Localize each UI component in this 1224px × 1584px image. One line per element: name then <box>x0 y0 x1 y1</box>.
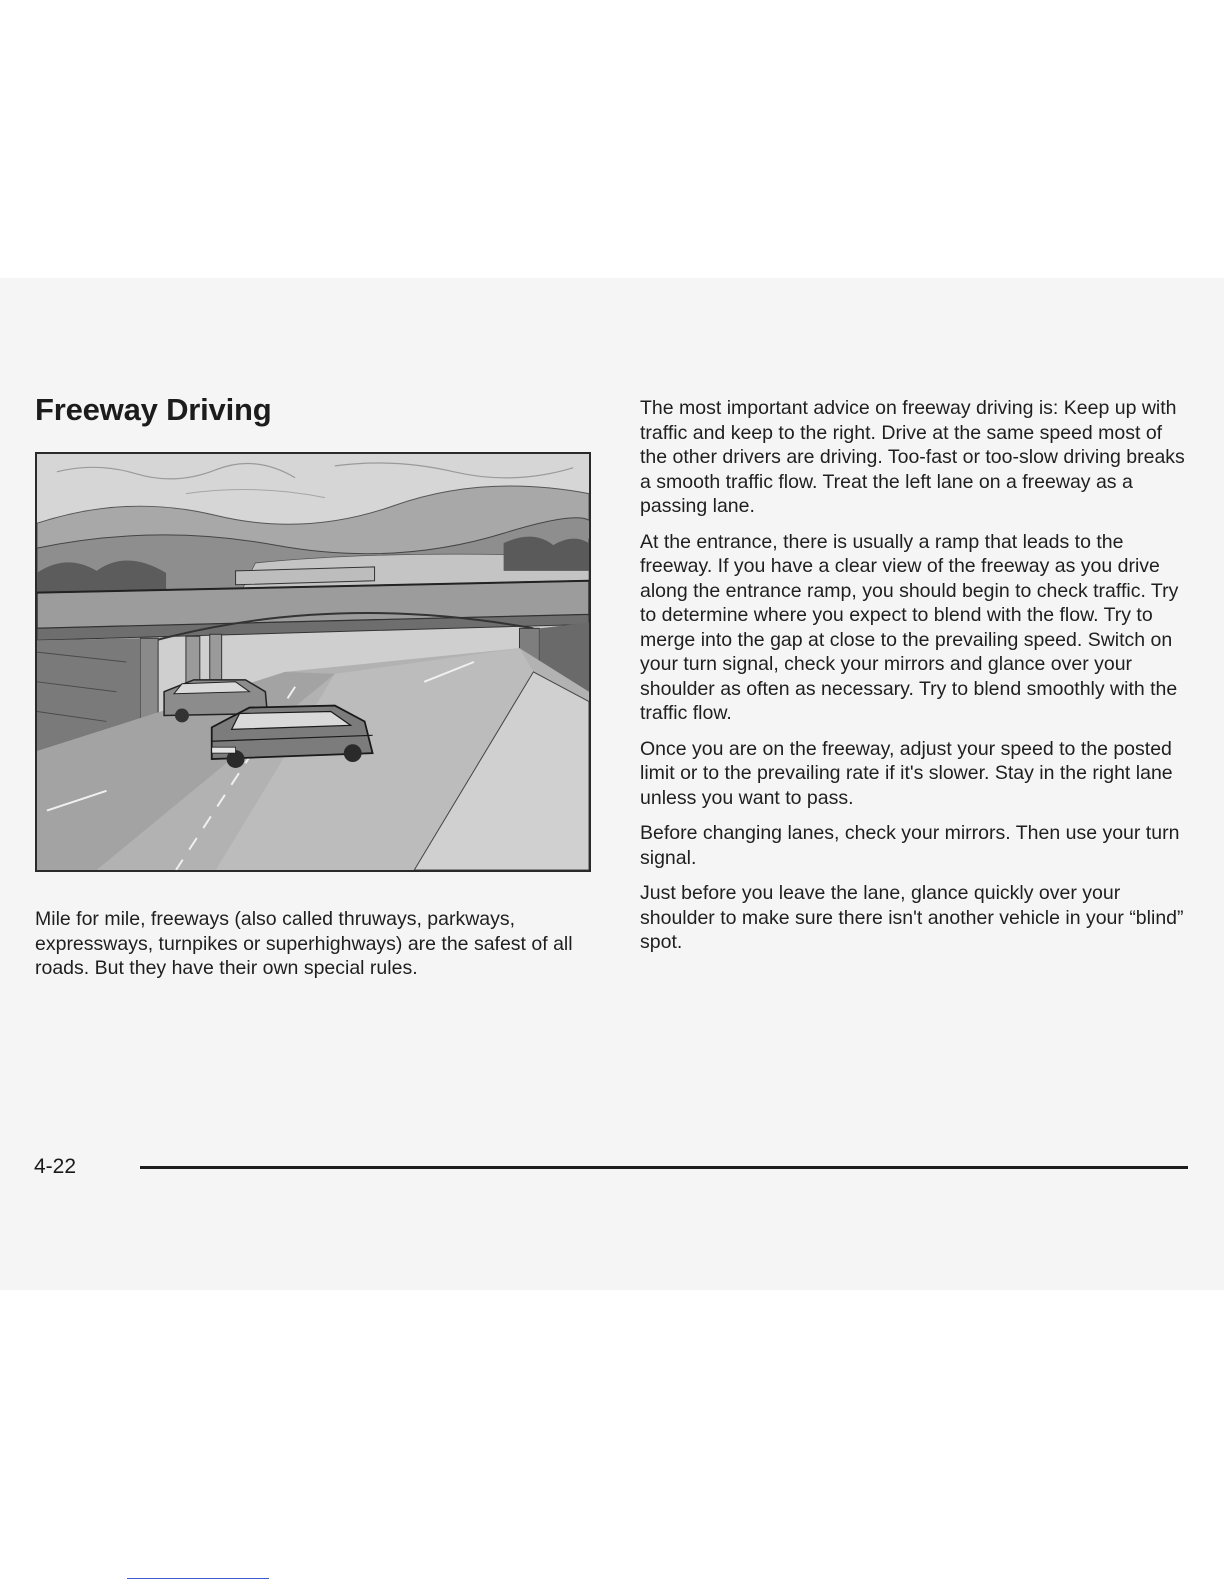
advice-paragraph-changing-lanes: Before changing lanes, check your mirrors. Then use your turn signal. <box>640 822 1180 869</box>
advice-paragraph-blind-spot: Just before you leave the lane, glance quickly over your shoulder to make sure there isn't another vehicle in your “blind” spot. <box>640 882 1184 953</box>
freeway-scene-drawing <box>37 454 589 870</box>
link-underline <box>127 1578 269 1579</box>
advice-paragraph-entrance-ramp: At the entrance, there is usually a ramp that leads to the freeway. If you have a clear view of the freeway as you drive along the entrance ramp, you should begin to check traffic. Try to determine where you expect to blend with the flow. Try to merge into the gap at close to the prevailing speed. Switch on your turn signal, check your mirrors and glance over your shoulder as often as necessary. Try to blend smoothly with the traffic flow. <box>640 530 1179 724</box>
intro-paragraph: Mile for mile, freeways (also called thruways, parkways, expressways, turnpikes or superhighways) are the safest of all roads. But they have their own special rules. <box>35 908 573 979</box>
advice-paragraph-keep-right: The most important advice on freeway driving is: Keep up with traffic and keep to the right. Drive at the same speed most of the other drivers are driving. Too-fast or too-slow driving breaks a smooth traffic flow. Treat the left lane on a freeway as a passing lane. <box>640 397 1185 517</box>
section-heading: Freeway Driving <box>35 392 272 427</box>
footer-rule <box>140 1166 1188 1169</box>
page-number: 4-22 <box>34 1155 77 1178</box>
advice-column <box>640 396 1188 966</box>
freeway-illustration <box>35 452 591 872</box>
advice-paragraph-adjust-speed: Once you are on the freeway, adjust your speed to the posted limit or to the prevailing rate if it's slower. Stay in the right lane unless you want to pass. <box>640 737 1173 809</box>
